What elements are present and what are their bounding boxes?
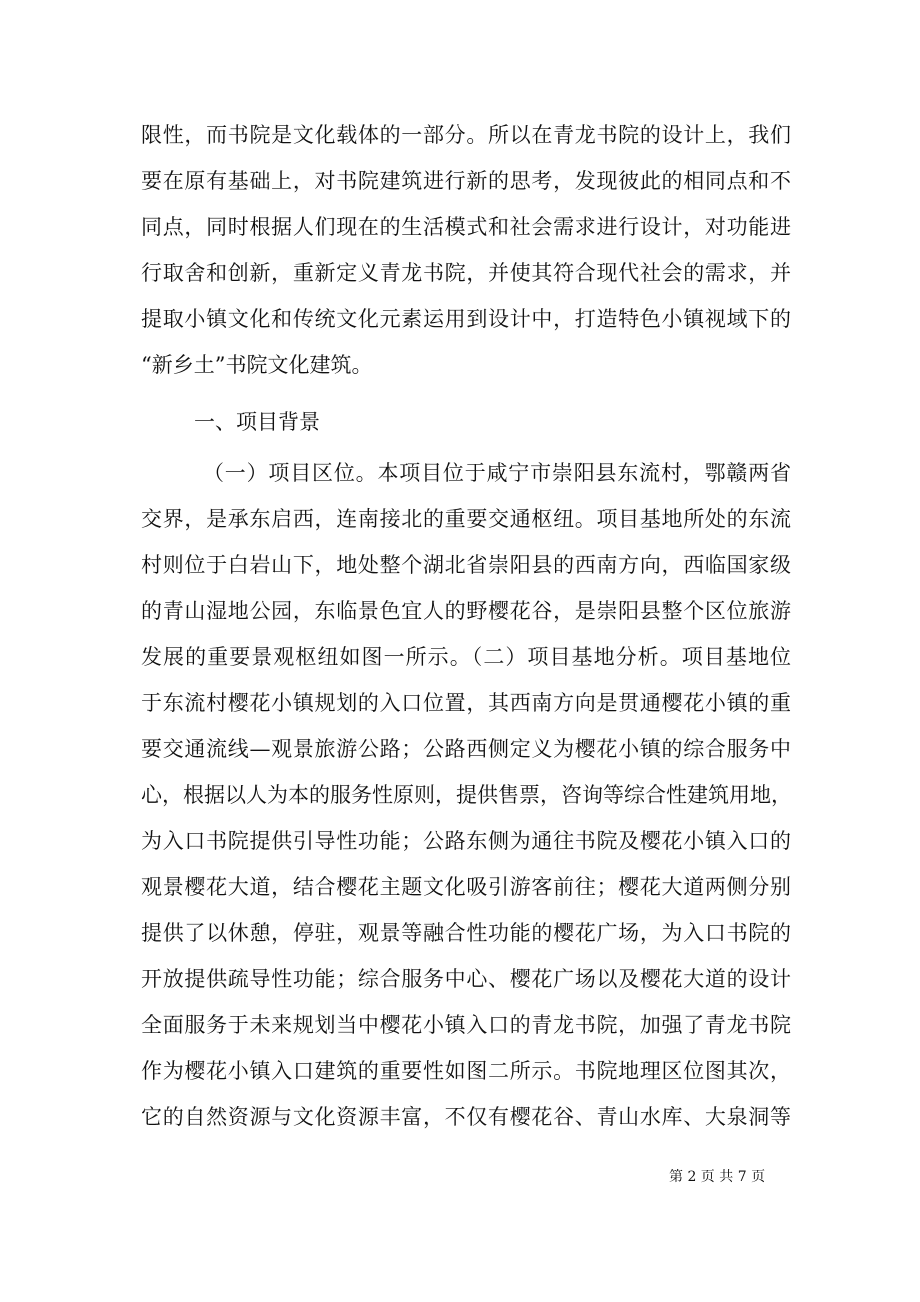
text-line: 它的自然资源与文化资源丰富，不仅有樱花谷、青山水库、大泉洞等 bbox=[141, 1105, 791, 1129]
text-line: 开放提供疏导性功能；综合服务中心、樱花广场以及樱花大道的设计 bbox=[141, 967, 791, 991]
text-line: 要在原有基础上，对书院建筑进行新的思考，发现彼此的相同点和不 bbox=[141, 169, 791, 193]
text-line: 要交通流线—观景旅游公路；公路西侧定义为樱花小镇的综合服务中 bbox=[141, 737, 791, 761]
text-line: 全面服务于未来规划当中樱花小镇入口的青龙书院，加强了青龙书院 bbox=[141, 1013, 791, 1037]
text-line: 于东流村樱花小镇规划的入口位置，其西南方向是贯通樱花小镇的重 bbox=[141, 691, 791, 715]
text-line: 交界，是承东启西，连南接北的重要交通枢纽。项目基地所处的东流 bbox=[141, 507, 791, 531]
text-line: “新乡土”书院文化建筑。 bbox=[141, 353, 373, 377]
text-line: 提取小镇文化和传统文化元素运用到设计中，打造特色小镇视域下的 bbox=[141, 307, 791, 331]
text-line: 村则位于白岩山下，地处整个湖北省崇阳县的西南方向，西临国家级 bbox=[141, 553, 791, 577]
text-line: 提供了以休憩，停驻，观景等融合性功能的樱花广场，为入口书院的 bbox=[141, 921, 791, 945]
text-line: 行取舍和创新，重新定义青龙书院，并使其符合现代社会的需求，并 bbox=[141, 261, 791, 285]
section-heading: 一、项目背景 bbox=[194, 410, 320, 434]
text-line: （一）项目区位。本项目位于咸宁市崇阳县东流村，鄂赣两省 bbox=[203, 461, 791, 485]
text-line: 限性，而书院是文化载体的一部分。所以在青龙书院的设计上，我们 bbox=[141, 123, 791, 147]
text-line: 心，根据以人为本的服务性原则，提供售票，咨询等综合性建筑用地， bbox=[141, 783, 792, 807]
text-line: 发展的重要景观枢纽如图一所示。（二）项目基地分析。项目基地位 bbox=[141, 645, 791, 669]
text-line: 为入口书院提供引导性功能；公路东侧为通往书院及樱花小镇入口的 bbox=[141, 829, 791, 853]
text-line: 同点，同时根据人们现在的生活模式和社会需求进行设计，对功能进 bbox=[141, 215, 791, 239]
text-line: 作为樱花小镇入口建筑的重要性如图二所示。书院地理区位图其次， bbox=[141, 1059, 791, 1083]
page-number: 第 2 页 共 7 页 bbox=[669, 1169, 766, 1185]
text-line: 的青山湿地公园，东临景色宜人的野樱花谷，是崇阳县整个区位旅游 bbox=[141, 599, 791, 623]
text-line: 观景樱花大道，结合樱花主题文化吸引游客前往；樱花大道两侧分别 bbox=[141, 875, 791, 899]
